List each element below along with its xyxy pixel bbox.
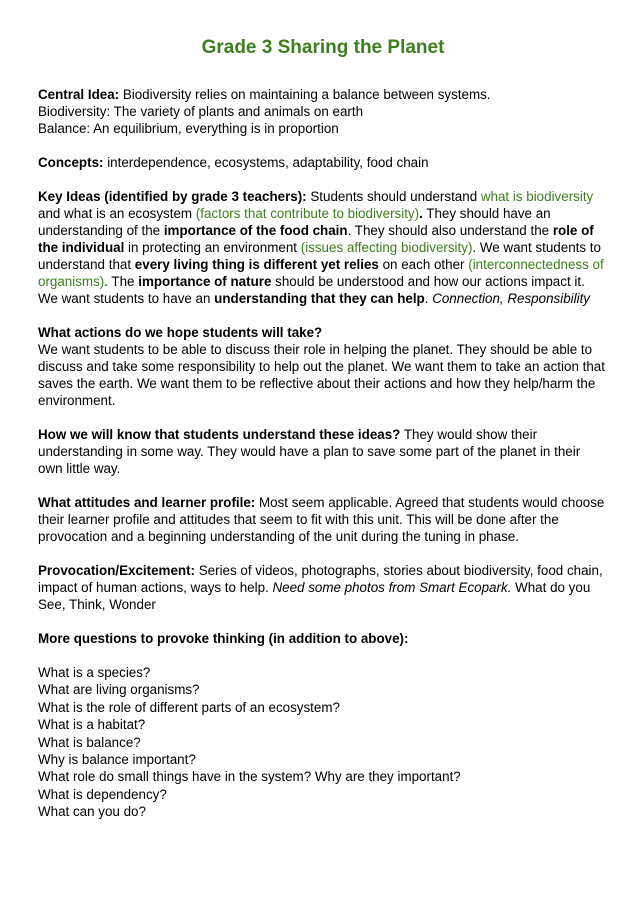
provocation-italic-text: Need some photos from Smart Ecopark.	[272, 580, 512, 595]
list-item: What is a habitat?	[38, 717, 146, 733]
key-ideas-text: .	[419, 206, 423, 221]
know-text: They would show their understanding in some way. They would have a plan to save some part of the planet in their own little way.	[38, 427, 581, 476]
list-item: What role do small things have in the system? Why are they important?	[38, 769, 461, 785]
key-ideas-text: in protecting an environment	[124, 240, 301, 255]
list-item: What are living organisms?	[38, 682, 200, 698]
key-ideas-label: Key Ideas (identified by grade 3 teachers):	[38, 189, 307, 204]
key-ideas-green-text: (issues affecting biodiversity)	[300, 240, 473, 255]
key-ideas-bold-text: importance of the food chain	[163, 223, 348, 238]
key-ideas-green-text: what is biodiversity	[480, 189, 594, 204]
actions-label: What actions do we hope students will take?	[38, 325, 323, 340]
key-ideas-green-text: (factors that contribute to biodiversity)	[195, 206, 420, 221]
attitudes-label: What attitudes and learner profile:	[38, 495, 256, 510]
key-ideas-text: . They should also understand the	[347, 223, 553, 238]
key-ideas-bold-text: understanding that they can help	[214, 291, 425, 306]
actions-text: We want students to be able to discuss their role in helping the planet. They should be able to discuss and take some responsibility to help out the planet. We want them to take an action that saves the earth. We want them to be reflective about their actions and how they help/harm the environment.	[38, 342, 605, 408]
provocation-text: Series of videos, photographs, stories about biodiversity, food chain, impact of human actions, ways to help.	[38, 563, 603, 595]
know-label: How we will know that students understand these ideas?	[38, 427, 401, 442]
key-ideas-green-text: (interconnectedness of organisms)	[38, 257, 604, 289]
central-idea-text: Biodiversity relies on maintaining a balance between systems.	[119, 87, 491, 102]
key-ideas-section	[38, 188, 608, 307]
list-item: What can you do?	[38, 804, 146, 820]
key-ideas-text: and what is an ecosystem	[38, 206, 196, 221]
key-ideas-bold-text: every living thing is different yet relies	[134, 257, 379, 272]
provocation-text-2: What do you See, Think, Wonder	[38, 580, 591, 612]
key-ideas-text: on each other	[378, 257, 469, 272]
key-ideas-text: .	[424, 291, 433, 306]
key-ideas-bold-text: role of the individual	[38, 223, 594, 255]
actions-section	[38, 324, 608, 409]
list-item: What is a species?	[38, 665, 151, 680]
questions-list	[38, 664, 608, 821]
provocation-label: Provocation/Excitement:	[38, 563, 196, 578]
concepts-label: Concepts:	[38, 155, 104, 170]
balance-definition: Balance: An equilibrium, everything is in proportion	[38, 121, 339, 136]
more-questions-label: More questions to provoke thinking (in addition to above):	[38, 631, 409, 646]
central-idea-label: Central Idea:	[38, 87, 120, 102]
provocation-section	[38, 562, 608, 613]
key-ideas-text: . The	[104, 274, 139, 289]
list-item: What is balance?	[38, 734, 141, 750]
key-ideas-italic-text: Connection, Responsibility	[432, 291, 590, 306]
list-item: What is dependency?	[38, 786, 167, 802]
key-ideas-bold-text: importance of nature	[138, 274, 272, 289]
key-ideas-text: Students should understand	[306, 189, 481, 204]
list-item: Why is balance important?	[38, 752, 196, 768]
more-questions-heading-section	[38, 630, 608, 647]
key-ideas-text: should be understood and how our actions impact it. We want students to have an	[38, 274, 585, 306]
key-ideas-text: . We want students to understand that	[38, 240, 601, 272]
document-title: Grade 3 Sharing the Planet	[201, 37, 445, 58]
attitudes-text: Most seem applicable. Agreed that students would choose their learner profile and attitudes that seem to fit with this unit. This will be done after the provocation and a beginning understanding of the unit during the tuning in phase.	[38, 495, 605, 544]
know-section	[38, 426, 608, 477]
attitudes-section	[38, 494, 608, 545]
central-idea-section	[38, 86, 608, 137]
concepts-section	[38, 154, 608, 171]
concepts-text: interdependence, ecosystems, adaptability, food chain	[103, 155, 429, 170]
central-idea-line	[38, 86, 608, 103]
key-ideas-text: They should have an understanding of the	[38, 206, 551, 238]
biodiversity-definition: Biodiversity: The variety of plants and animals on earth	[38, 104, 364, 119]
list-item: What is the role of different parts of an ecosystem?	[38, 699, 340, 715]
